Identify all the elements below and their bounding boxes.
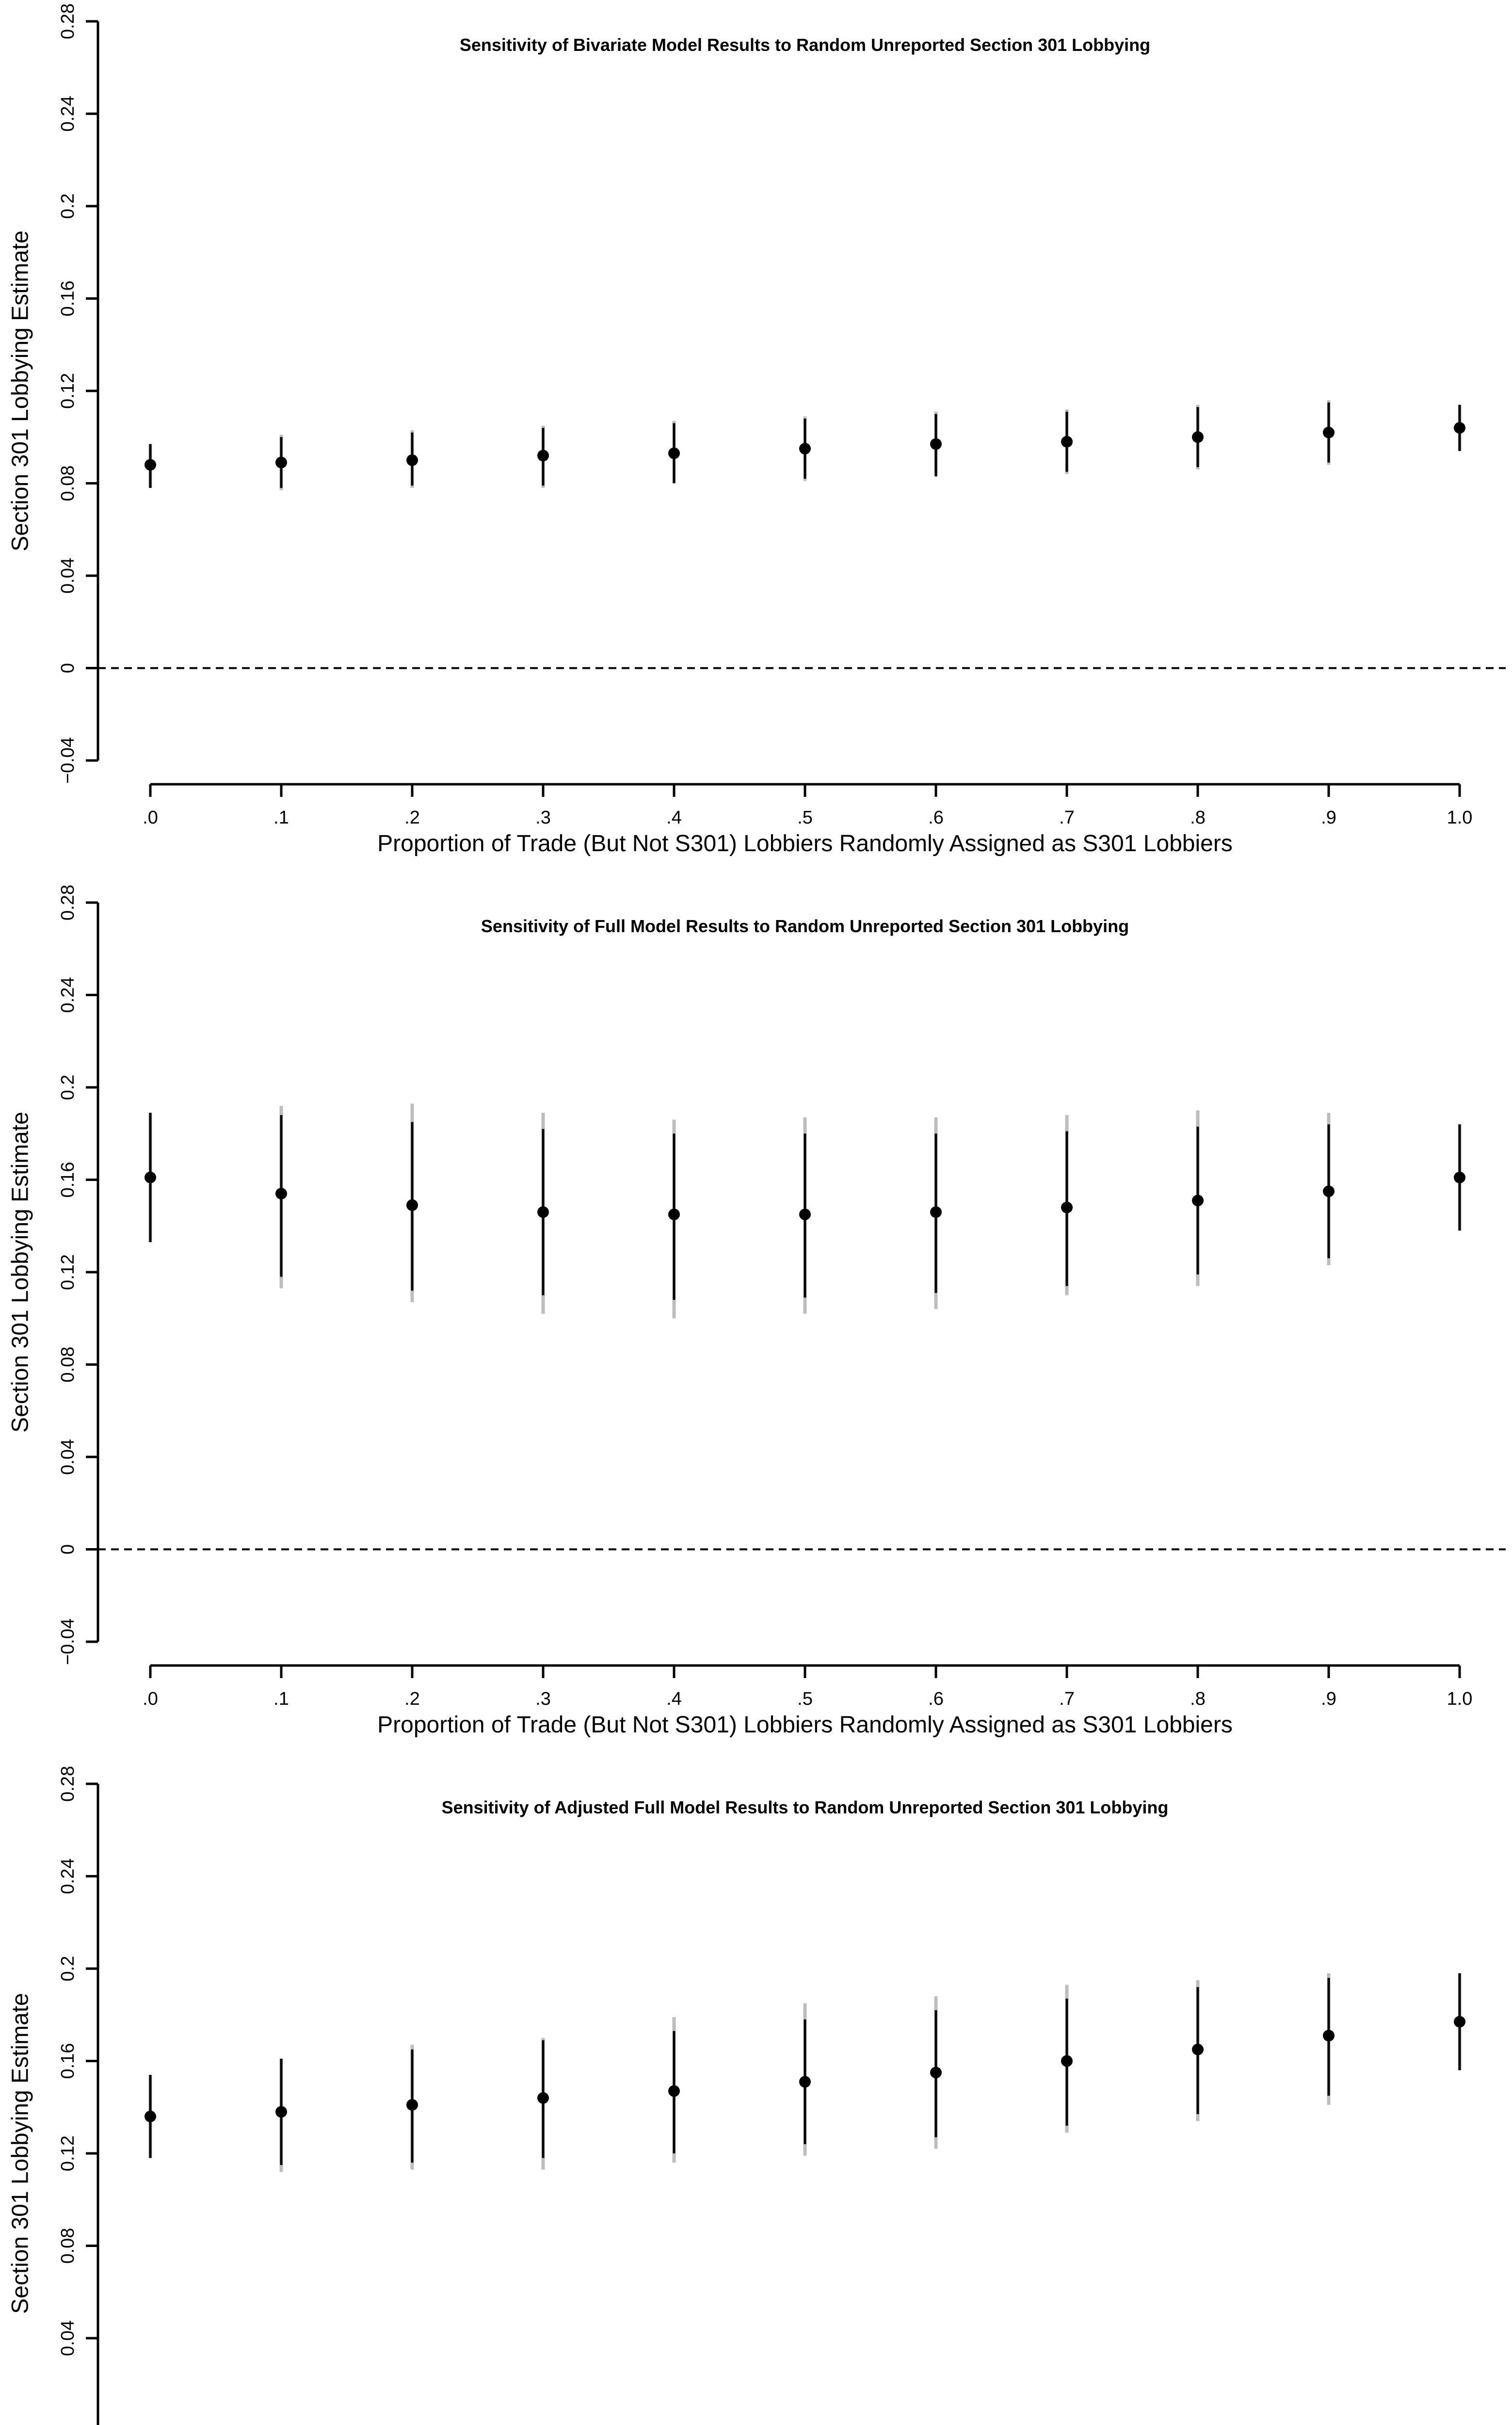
y-tick-label: 0.28 xyxy=(58,1766,78,1802)
x-tick-label: .3 xyxy=(535,1689,551,1709)
x-tick-label: .4 xyxy=(666,1689,682,1709)
y-tick-label: 0 xyxy=(58,1544,78,1555)
estimate-point xyxy=(537,2092,549,2104)
y-tick-label: 0.28 xyxy=(58,3,78,39)
x-tick-label: .9 xyxy=(1321,808,1336,828)
x-tick-label: .5 xyxy=(797,808,813,828)
y-tick-label: 0.28 xyxy=(58,885,78,921)
y-tick-label: 0.16 xyxy=(58,1162,78,1198)
x-tick-label: .6 xyxy=(928,1689,944,1709)
x-tick-label: .2 xyxy=(404,808,420,828)
estimate-point xyxy=(668,448,680,459)
estimate-point xyxy=(1192,2044,1204,2055)
y-axis-title: Section 301 Lobbying Estimate xyxy=(7,1112,33,1433)
estimate-point xyxy=(1323,427,1335,438)
estimate-point xyxy=(537,1206,549,1218)
y-tick-label: 0.08 xyxy=(58,465,78,501)
x-axis-title: Proportion of Trade (But Not S301) Lobbiers Randomly Assigned as S301 Lobbiers xyxy=(377,831,1233,857)
estimate-point xyxy=(1061,436,1073,448)
estimate-point xyxy=(145,459,156,470)
y-tick-label: 0.04 xyxy=(58,558,78,594)
x-tick-label: 1.0 xyxy=(1447,1689,1473,1709)
x-tick-label: .8 xyxy=(1190,1689,1206,1709)
estimate-point xyxy=(1454,422,1465,434)
estimate-point xyxy=(668,1209,680,1220)
y-tick-label: 0.2 xyxy=(58,1074,78,1100)
chart-panel-3 xyxy=(8,1766,1506,2425)
y-tick-label: 0.16 xyxy=(58,2043,78,2079)
y-tick-label: 0.12 xyxy=(58,2135,78,2171)
y-tick-label: 0.24 xyxy=(58,977,78,1013)
estimate-point xyxy=(275,1188,287,1199)
estimate-point xyxy=(406,2099,418,2111)
estimate-point xyxy=(1061,1202,1073,1213)
estimate-point xyxy=(406,1199,418,1211)
estimate-point xyxy=(1454,1172,1465,1183)
chart-panel-2 xyxy=(8,885,1506,1738)
y-tick-label: 0.2 xyxy=(58,1956,78,1982)
x-axis-title: Proportion of Trade (But Not S301) Lobbiers Randomly Assigned as S301 Lobbiers xyxy=(377,1712,1233,1738)
estimate-point xyxy=(145,2111,156,2122)
chart-title: Sensitivity of Bivariate Model Results to Random Unreported Section 301 Lobbying xyxy=(459,35,1151,55)
y-tick-label: 0.04 xyxy=(58,2320,78,2356)
y-tick-label: 0.24 xyxy=(58,96,78,132)
estimate-point xyxy=(1454,2016,1465,2028)
x-tick-label: .9 xyxy=(1321,1689,1336,1709)
y-axis-title: Section 301 Lobbying Estimate xyxy=(7,230,33,551)
x-tick-label: .2 xyxy=(404,1689,420,1709)
x-tick-label: 1.0 xyxy=(1447,808,1473,828)
estimate-point xyxy=(799,2076,811,2087)
y-tick-label: −0.04 xyxy=(58,1618,78,1665)
y-tick-label: 0.16 xyxy=(58,280,78,317)
estimate-point xyxy=(537,450,549,461)
estimate-point xyxy=(1323,2030,1335,2041)
x-tick-label: .3 xyxy=(535,808,551,828)
x-tick-label: .8 xyxy=(1190,808,1206,828)
x-tick-label: .5 xyxy=(797,1689,813,1709)
estimate-point xyxy=(1192,431,1204,443)
x-tick-label: .7 xyxy=(1059,1689,1075,1709)
y-tick-label: 0.04 xyxy=(58,1439,78,1475)
y-tick-label: 0.08 xyxy=(58,1346,78,1383)
estimate-point xyxy=(930,438,942,450)
estimate-point xyxy=(930,1206,942,1218)
estimate-point xyxy=(799,1209,811,1220)
estimate-point xyxy=(668,2085,680,2097)
y-tick-label: 0.08 xyxy=(58,2228,78,2264)
estimate-point xyxy=(1323,1185,1335,1197)
estimate-point xyxy=(799,443,811,454)
x-tick-label: .1 xyxy=(273,1689,289,1709)
y-tick-label: 0.12 xyxy=(58,373,78,409)
x-tick-label: .4 xyxy=(666,808,682,828)
x-tick-label: .0 xyxy=(143,808,158,828)
estimate-point xyxy=(406,454,418,466)
estimate-point xyxy=(1192,1195,1204,1206)
chart-title: Sensitivity of Full Model Results to Random Unreported Section 301 Lobbying xyxy=(481,916,1129,936)
chart-panel-1 xyxy=(8,3,1506,857)
estimate-point xyxy=(275,457,287,469)
y-tick-label: 0.2 xyxy=(58,193,78,219)
chart-title: Sensitivity of Adjusted Full Model Results to Random Unreported Section 301 Lobbying xyxy=(441,1797,1169,1817)
y-tick-label: 0.12 xyxy=(58,1254,78,1290)
y-axis-title: Section 301 Lobbying Estimate xyxy=(7,1993,33,2314)
y-tick-label: 0.24 xyxy=(58,1858,78,1894)
estimate-point xyxy=(145,1172,156,1183)
x-tick-label: .7 xyxy=(1059,808,1075,828)
x-tick-label: .1 xyxy=(273,808,289,828)
x-tick-label: .0 xyxy=(143,1689,158,1709)
x-tick-label: .6 xyxy=(928,808,944,828)
estimate-point xyxy=(275,2106,287,2118)
estimate-point xyxy=(1061,2055,1073,2067)
estimate-point xyxy=(930,2067,942,2078)
y-tick-label: −0.04 xyxy=(58,737,78,784)
y-tick-label: 0 xyxy=(58,663,78,674)
